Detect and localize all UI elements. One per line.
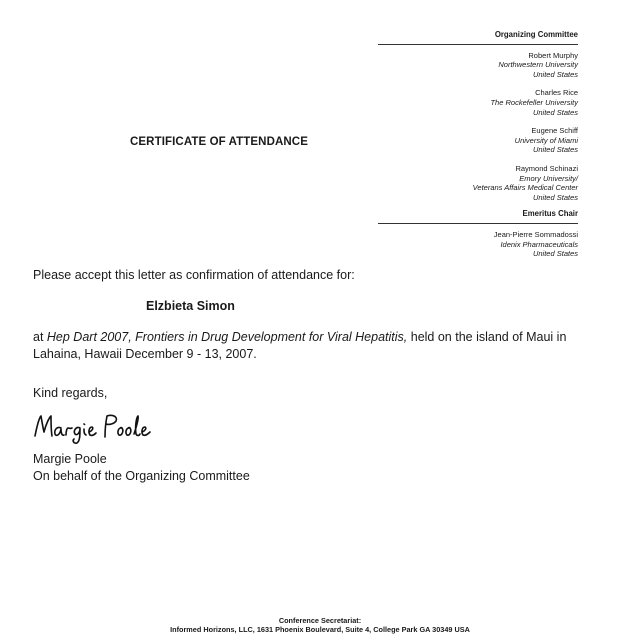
member-country: United States [532,69,578,79]
emeritus-divider [378,223,578,224]
member-name: Eugene Schiff [531,126,578,136]
signer-block [33,451,593,485]
member-country: United States [532,249,578,259]
member-affiliation: Emory University/ [519,173,578,183]
member-affiliation: The Rockefeller University [490,97,578,107]
member-affiliation: Idenix Pharmaceuticals [500,239,578,249]
member-name: Robert Murphy [528,50,578,60]
member-affiliation: Northwestern University [498,60,578,70]
member-country: United States [532,192,578,202]
member-name: Jean-Pierre Sommadossi [493,229,578,239]
signer-role: On behalf of the Organizing Committee [33,469,250,483]
committee-divider [378,44,578,45]
certificate-title: CERTIFICATE OF ATTENDANCE [130,136,308,148]
footer-truncated-line [0,634,640,638]
member-affiliation: University of Miami [514,135,578,145]
event-prefix: at [33,330,47,344]
member-name: Raymond Schinazi [515,163,578,173]
committee-heading: Organizing Committee [494,30,578,39]
footer-address: Informed Horizons, LLC, 1631 Phoenix Boulevard, Suite 4, College Park GA 30349 USA [170,625,470,634]
handwritten-signature [33,410,153,446]
organizing-committee [378,30,578,268]
committee-member [378,126,578,155]
member-name: Charles Rice [535,88,578,98]
closing-text: Kind regards, [33,386,108,400]
committee-member [378,164,578,202]
intro-text: Please accept this letter as confirmation of attendance for: [33,268,355,282]
event-description [33,329,593,363]
member-affiliation-2: Veterans Affairs Medical Center [472,183,578,193]
conference-secretariat-footer [0,616,640,638]
attendee-name: Elzbieta Simon [146,299,235,313]
event-details: held on the island of Maui in Lahaina, Hawaii December 9 - 13, 2007. [33,330,567,361]
emeritus-member [378,230,578,259]
committee-member [378,88,578,117]
signer-name: Margie Poole [33,452,107,466]
emeritus-heading: Emeritus Chair [522,209,578,219]
footer-label: Conference Secretariat: [278,616,362,625]
member-country: United States [532,145,578,155]
event-name: Hep Dart 2007, Frontiers in Drug Development for Viral Hepatitis, [46,330,408,344]
committee-member [378,51,578,80]
member-country: United States [532,107,578,117]
